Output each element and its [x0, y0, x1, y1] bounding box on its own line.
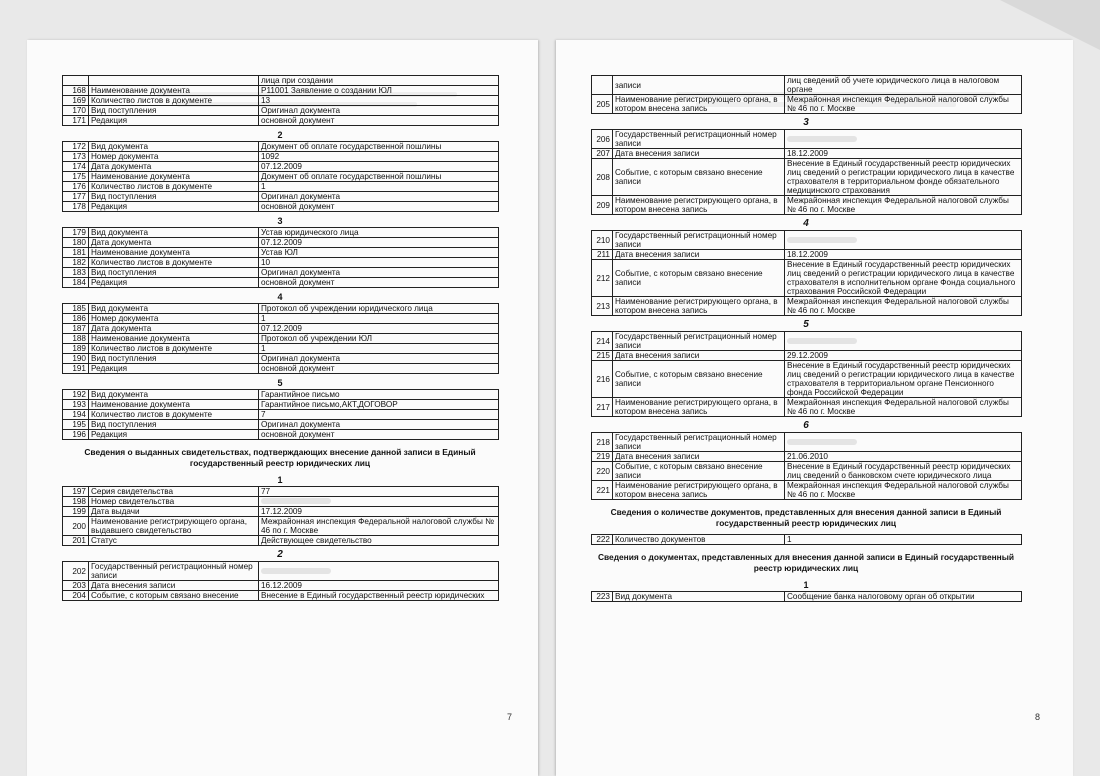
table-row [63, 142, 499, 152]
row-number: 190 [63, 354, 89, 364]
row-number: 185 [63, 304, 89, 314]
row-label: Количество листов в документе [89, 96, 259, 106]
row-number: 218 [592, 433, 613, 452]
row-value: Р11001 Заявление о создании ЮЛ [259, 86, 499, 96]
row-number: 192 [63, 390, 89, 400]
row-label: Событие, с которым связано внесение записи [613, 260, 785, 297]
row-value: 77 [259, 487, 499, 497]
record-table [591, 432, 1022, 500]
table-row [63, 202, 499, 212]
row-label: Государственный регистрационный номер записи [613, 433, 785, 452]
row-number [592, 76, 613, 95]
row-value: основной документ [259, 430, 499, 440]
row-number: 209 [592, 196, 613, 215]
table-row [63, 116, 499, 126]
row-label: Вид документа [89, 390, 259, 400]
row-value: 1 [785, 535, 1022, 545]
table-row [63, 430, 499, 440]
row-label: Редакция [89, 116, 259, 126]
row-label: Количество листов в документе [89, 410, 259, 420]
table-row [63, 507, 499, 517]
row-value: Межрайонная инспекция Федеральной налоговой службы № 46 по г. Москве [785, 95, 1022, 114]
row-value: Устав юридического лица [259, 228, 499, 238]
redacted-value [787, 136, 857, 142]
row-label: Событие, с которым связано внесение записи [613, 159, 785, 196]
table-row [63, 354, 499, 364]
section-number: 6 [803, 420, 809, 431]
row-value: 1 [259, 182, 499, 192]
row-label: Государственный регистрационный номер записи [89, 562, 259, 581]
row-number: 175 [63, 172, 89, 182]
table-row [63, 86, 499, 96]
row-value: Оригинал документа [259, 106, 499, 116]
row-value: 1 [259, 314, 499, 324]
table-row [63, 364, 499, 374]
row-number: 214 [592, 332, 613, 351]
row-label: Вид документа [89, 304, 259, 314]
row-value: 10 [259, 258, 499, 268]
row-number: 180 [63, 238, 89, 248]
row-number: 220 [592, 462, 613, 481]
row-number: 172 [63, 142, 89, 152]
table-row [63, 334, 499, 344]
section-number: 3 [803, 117, 809, 128]
redacted-value [787, 338, 857, 344]
row-number: 204 [63, 591, 89, 601]
row-label: Дата документа [89, 162, 259, 172]
row-number: 181 [63, 248, 89, 258]
table-row [63, 487, 499, 497]
row-value: Внесение в Единый государственный реестр юридических [259, 591, 499, 601]
row-value: Документ об оплате государственной пошлины [259, 172, 499, 182]
row-label: Количество листов в документе [89, 344, 259, 354]
table-row [63, 96, 499, 106]
row-number: 216 [592, 361, 613, 398]
table-row [592, 481, 1022, 500]
row-label: Редакция [89, 202, 259, 212]
row-number: 223 [592, 592, 613, 602]
row-value: 21.06.2010 [785, 452, 1022, 462]
row-number: 203 [63, 581, 89, 591]
row-number: 219 [592, 452, 613, 462]
row-value: Оригинал документа [259, 354, 499, 364]
table-row [63, 162, 499, 172]
redacted-value [261, 498, 331, 504]
table-row [592, 260, 1022, 297]
row-value: 13 [259, 96, 499, 106]
row-value: 1092 [259, 152, 499, 162]
row-label: Дата внесения записи [613, 250, 785, 260]
row-value: 18.12.2009 [785, 149, 1022, 159]
table-row [592, 95, 1022, 114]
table-row [63, 591, 499, 601]
row-label: Событие, с которым связано внесение записи [613, 462, 785, 481]
row-label: Наименование документа [89, 86, 259, 96]
row-value: Оригинал документа [259, 268, 499, 278]
row-number: 186 [63, 314, 89, 324]
table-row [63, 390, 499, 400]
row-value: Межрайонная инспекция Федеральной налоговой службы № 46 по г. Москве [785, 398, 1022, 417]
row-value: 07.12.2009 [259, 324, 499, 334]
row-value: Межрайонная инспекция Федеральной налоговой службы № 46 по г. Москве [259, 517, 499, 536]
row-label: Редакция [89, 364, 259, 374]
row-label: Редакция [89, 430, 259, 440]
row-number: 215 [592, 351, 613, 361]
table-row [63, 152, 499, 162]
table-row [63, 517, 499, 536]
row-number [63, 76, 89, 86]
redacted-value [261, 568, 331, 574]
row-label: Наименование регистрирующего органа, в котором внесена запись [613, 196, 785, 215]
table-row [63, 420, 499, 430]
table-row [592, 297, 1022, 316]
section-number: 2 [277, 549, 283, 560]
row-label: Дата внесения записи [613, 351, 785, 361]
row-number: 202 [63, 562, 89, 581]
table-row [63, 258, 499, 268]
section-number: 5 [803, 319, 809, 330]
record-table [591, 230, 1022, 316]
row-label: Количество листов в документе [89, 182, 259, 192]
row-label: Государственный регистрационный номер записи [613, 332, 785, 351]
table-row [592, 462, 1022, 481]
row-value: лиц сведений об учете юридического лица в налоговом органе [785, 76, 1022, 95]
row-number: 222 [592, 535, 613, 545]
table-row [592, 76, 1022, 95]
section-number: 2 [277, 130, 283, 140]
table-row [592, 130, 1022, 149]
row-label: Наименование документа [89, 400, 259, 410]
right-page-content [591, 75, 1021, 602]
table-row [63, 324, 499, 334]
row-label: Событие, с которым связано внесение [89, 591, 259, 601]
row-label: Дата внесения записи [613, 149, 785, 159]
section-number: 4 [277, 292, 283, 302]
record-table [591, 534, 1022, 545]
row-value: Сообщение банка налоговому орган об открытии [785, 592, 1022, 602]
row-number: 169 [63, 96, 89, 106]
row-value: 1 [259, 344, 499, 354]
row-label: Наименование регистрирующего органа, в котором внесена запись [613, 95, 785, 114]
row-number: 200 [63, 517, 89, 536]
row-number: 193 [63, 400, 89, 410]
row-label: Статус [89, 536, 259, 546]
row-value: Протокол об учреждении ЮЛ [259, 334, 499, 344]
row-value: Внесение в Единый государственный реестр юридических лиц сведений о банковском счете юридического лица [785, 462, 1022, 481]
table-row [592, 332, 1022, 351]
row-value: лица при создании [259, 76, 499, 86]
record-table [62, 303, 499, 374]
row-value: Внесение в Единый государственный реестр юридических лиц сведений о регистрации юридического лица в качестве страхователя в исполнительном органе Фонда социального страхования Российской Федерации [785, 260, 1022, 297]
table-row [592, 351, 1022, 361]
row-number: 201 [63, 536, 89, 546]
row-value: Межрайонная инспекция Федеральной налоговой службы № 46 по г. Москве [785, 481, 1022, 500]
table-row [63, 228, 499, 238]
row-value: Действующее свидетельство [259, 536, 499, 546]
row-number: 171 [63, 116, 89, 126]
row-value: Гарантийное письмо [259, 390, 499, 400]
section-heading: Сведения о выданных свидетельствах, подтверждающих внесение данной записи в Единый государственный реестр юридических лиц [84, 447, 476, 468]
row-label: Вид документа [89, 228, 259, 238]
table-row [592, 592, 1022, 602]
record-table [62, 141, 499, 212]
row-number: 212 [592, 260, 613, 297]
record-table [591, 75, 1022, 114]
row-number: 173 [63, 152, 89, 162]
row-value: Устав ЮЛ [259, 248, 499, 258]
table-row [63, 400, 499, 410]
row-label: Наименование регистрирующего органа, в котором внесена запись [613, 297, 785, 316]
left-page-content [62, 75, 498, 601]
row-label: Вид документа [89, 142, 259, 152]
row-value: основной документ [259, 202, 499, 212]
row-label: Наименование регистрирующего органа, в котором внесена запись [613, 481, 785, 500]
row-number: 170 [63, 106, 89, 116]
row-value: 29.12.2009 [785, 351, 1022, 361]
row-value: Оригинал документа [259, 420, 499, 430]
row-label: Дата внесения записи [613, 452, 785, 462]
section-number: 1 [277, 475, 283, 485]
row-number: 217 [592, 398, 613, 417]
row-value: 07.12.2009 [259, 162, 499, 172]
row-label: Государственный регистрационный номер записи [613, 130, 785, 149]
table-row [63, 278, 499, 288]
row-value: Документ об оплате государственной пошлины [259, 142, 499, 152]
row-label: Наименование регистрирующего органа, в котором внесена запись [613, 398, 785, 417]
row-label: Вид поступления [89, 192, 259, 202]
row-label [89, 76, 259, 86]
table-row [63, 410, 499, 420]
row-value [785, 332, 1022, 351]
row-value [259, 497, 499, 507]
row-number: 174 [63, 162, 89, 172]
row-label: Редакция [89, 278, 259, 288]
row-value: 16.12.2009 [259, 581, 499, 591]
table-row [63, 344, 499, 354]
row-number: 183 [63, 268, 89, 278]
row-number: 211 [592, 250, 613, 260]
row-label: Событие, с которым связано внесение записи [613, 361, 785, 398]
row-label: Вид документа [613, 592, 785, 602]
row-number: 197 [63, 487, 89, 497]
row-value: Оригинал документа [259, 192, 499, 202]
row-label: Вид поступления [89, 268, 259, 278]
row-value [785, 130, 1022, 149]
row-value: Внесение в Единый государственный реестр юридических лиц сведений о регистрации юридического лица в качестве страхователя в территориальном фонде обязательного медицинского страхования [785, 159, 1022, 196]
record-table [591, 129, 1022, 215]
row-label: Номер свидетельства [89, 497, 259, 507]
table-row [63, 238, 499, 248]
row-value: 18.12.2009 [785, 250, 1022, 260]
row-label: Номер документа [89, 314, 259, 324]
section-heading: Сведения о количестве документов, представленных для внесения данной записи в Единый государственный реестр юридических лиц [610, 507, 1002, 528]
page-number-left: 7 [507, 712, 513, 722]
row-label: Вид поступления [89, 420, 259, 430]
table-row [592, 231, 1022, 250]
section-number: 5 [277, 378, 283, 388]
redacted-value [787, 237, 857, 243]
row-label: Наименование документа [89, 248, 259, 258]
row-label: Наименование регистрирующего органа, выдавшего свидетельство [89, 517, 259, 536]
row-number: 176 [63, 182, 89, 192]
row-label: записи [613, 76, 785, 95]
table-row [592, 398, 1022, 417]
row-value: Гарантийное письмо,АКТ,ДОГОВОР [259, 400, 499, 410]
row-number: 208 [592, 159, 613, 196]
row-label: Наименование документа [89, 334, 259, 344]
row-number: 177 [63, 192, 89, 202]
row-label: Государственный регистрационный номер записи [613, 231, 785, 250]
table-row [63, 172, 499, 182]
row-label: Вид поступления [89, 354, 259, 364]
table-row [592, 196, 1022, 215]
row-value: 07.12.2009 [259, 238, 499, 248]
record-table [591, 331, 1022, 417]
row-value [259, 562, 499, 581]
row-number: 189 [63, 344, 89, 354]
table-row [63, 76, 499, 86]
redacted-value [787, 439, 857, 445]
row-value: Межрайонная инспекция Федеральной налоговой службы № 46 по г. Москве [785, 297, 1022, 316]
row-label: Серия свидетельства [89, 487, 259, 497]
row-value: основной документ [259, 364, 499, 374]
row-number: 188 [63, 334, 89, 344]
row-label: Дата внесения записи [89, 581, 259, 591]
table-row [592, 149, 1022, 159]
table-row [63, 562, 499, 581]
row-number: 199 [63, 507, 89, 517]
row-number: 168 [63, 86, 89, 96]
row-label: Дата документа [89, 238, 259, 248]
row-number: 205 [592, 95, 613, 114]
table-row [592, 433, 1022, 452]
row-number: 207 [592, 149, 613, 159]
section-number: 3 [277, 216, 283, 226]
row-value: Протокол об учреждении юридического лица [259, 304, 499, 314]
table-row [592, 159, 1022, 196]
row-number: 178 [63, 202, 89, 212]
row-value [785, 433, 1022, 452]
row-value: 17.12.2009 [259, 507, 499, 517]
record-table [591, 591, 1022, 602]
table-row [63, 192, 499, 202]
table-row [63, 106, 499, 116]
table-row [63, 248, 499, 258]
row-number: 198 [63, 497, 89, 507]
row-number: 196 [63, 430, 89, 440]
row-number: 210 [592, 231, 613, 250]
row-label: Дата выдачи [89, 507, 259, 517]
row-number: 184 [63, 278, 89, 288]
table-row [63, 581, 499, 591]
row-value [785, 231, 1022, 250]
page-number-right: 8 [1035, 712, 1041, 722]
record-table [62, 227, 499, 288]
row-value: 7 [259, 410, 499, 420]
section-heading: Сведения о документах, представленных для внесения данной записи в Единый государственный реестр юридических лиц [597, 552, 1015, 573]
row-number: 213 [592, 297, 613, 316]
row-label: Количество документов [613, 535, 785, 545]
row-number: 195 [63, 420, 89, 430]
row-number: 191 [63, 364, 89, 374]
record-table [62, 75, 499, 126]
row-number: 221 [592, 481, 613, 500]
table-row [63, 304, 499, 314]
table-row [592, 250, 1022, 260]
table-row [63, 182, 499, 192]
row-number: 179 [63, 228, 89, 238]
table-row [592, 535, 1022, 545]
row-value: основной документ [259, 116, 499, 126]
row-number: 194 [63, 410, 89, 420]
record-table [62, 486, 499, 546]
table-row [63, 268, 499, 278]
row-value: основной документ [259, 278, 499, 288]
section-number: 1 [803, 580, 809, 590]
record-table [62, 389, 499, 440]
row-label: Количество листов в документе [89, 258, 259, 268]
row-label: Вид поступления [89, 106, 259, 116]
row-number: 182 [63, 258, 89, 268]
row-value: Межрайонная инспекция Федеральной налоговой службы № 46 по г. Москве [785, 196, 1022, 215]
row-value: Внесение в Единый государственный реестр юридических лиц сведений о регистрации юридического лица в качестве страхователя в территориальном органе Пенсионного фонда Российской Федерации [785, 361, 1022, 398]
table-row [592, 452, 1022, 462]
table-row [63, 536, 499, 546]
record-table [62, 561, 499, 601]
table-row [63, 314, 499, 324]
row-label: Дата документа [89, 324, 259, 334]
row-number: 206 [592, 130, 613, 149]
table-row [63, 497, 499, 507]
row-label: Номер документа [89, 152, 259, 162]
table-row [592, 361, 1022, 398]
row-label: Наименование документа [89, 172, 259, 182]
section-number: 4 [803, 218, 809, 229]
row-number: 187 [63, 324, 89, 334]
